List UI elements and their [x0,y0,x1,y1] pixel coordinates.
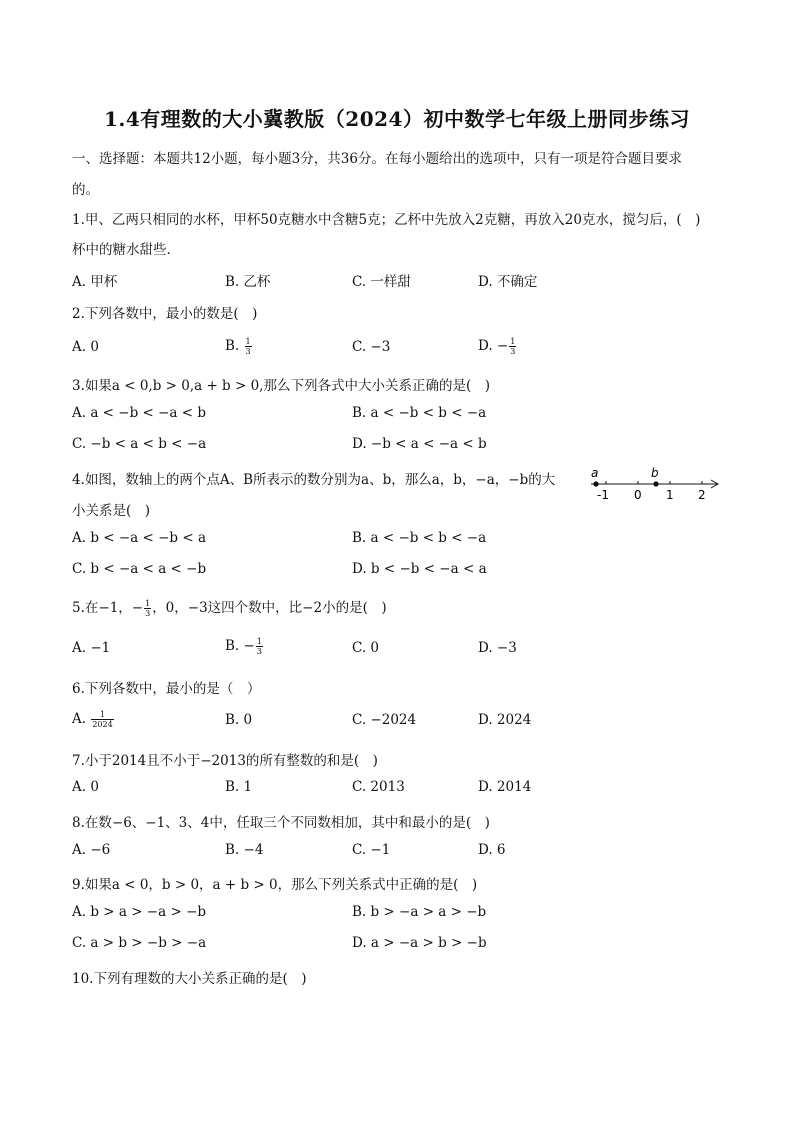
q1-option-c: C. 一样甜 [352,274,411,290]
page-title: 1.4有理数的大小冀教版（2024）初中数学七年级上册同步练习 [104,107,690,131]
q8-option-d: D. 6 [478,842,506,858]
question-8: 8.在数−6、−1、3、4中，任取三个不同数相加，其中和最小的是( ) [72,815,490,831]
section-heading-line1: 一、选择题：本题共12小题，每小题3分，共36分。在每小题给出的选项中，只有一项是符合题目要求 [72,151,682,167]
q6-option-a: A. $\frac{1}{2024}$ [72,710,113,729]
q9-option-d: D. a > −a > b > −b [352,935,487,951]
q4-option-b: B. a < −b < b < −a [352,530,487,546]
tick-label: 0 [634,488,642,502]
section-heading-line2: 的。 [72,182,99,198]
q3-option-d: D. −b < a < −a < b [352,436,487,452]
number-line-figure [585,464,725,506]
question-2: 2.下列各数中，最小的数是( ) [72,306,258,322]
tick-label: -1 [597,488,609,502]
point-b [653,481,658,486]
q8-option-b: B. −4 [225,842,264,858]
fraction: $\frac{1}{3}$ [510,337,516,356]
q3-option-a: A. a < −b < −a < b [72,405,207,421]
question-5: 5.在−1，− $\frac{1}{3}$ ，0，−3这四个数中，比−2小的是( ) [72,599,387,618]
question-3: 3.如果a < 0,b > 0,a + b > 0,那么下列各式中大小关系正确的是( ) [72,378,491,394]
question-4-line2: 小关系是( ) [72,503,151,519]
question-10: 10.下列有理数的大小关系正确的是( ) [72,971,307,987]
q7-option-b: B. 1 [225,779,253,795]
q1-option-a: A. 甲杯 [72,274,118,290]
q5-option-d: D. −3 [478,640,517,656]
fraction: $\frac{1}{3}$ [245,337,251,356]
q5-option-a: A. −1 [72,640,111,656]
question-1-line2: 杯中的糖水甜些． [72,242,180,258]
question-6: 6.下列各数中，最小的是（ ） [72,681,261,697]
q4-option-d: D. b < −b < −a < a [352,561,487,577]
point-b-label: b [651,466,659,480]
q2-option-a: A. 0 [72,339,99,355]
tick-label: 1 [666,488,674,502]
fraction: $\frac{1}{3}$ [145,599,151,618]
q9-option-c: C. a > b > −b > −a [72,935,207,951]
q3-option-b: B. a < −b < b < −a [352,405,487,421]
question-7: 7.小于2014且不小于−2013的所有整数的和是( ) [72,753,378,769]
q2-option-b: B. $\frac{1}{3}$ [225,337,251,356]
q9-option-b: B. b > −a > a > −b [352,904,487,920]
q1-option-d: D. 不确定 [478,274,538,290]
q2-option-d: D. − $\frac{1}{3}$ [478,337,516,356]
tick-label: 2 [698,488,706,502]
q7-option-d: D. 2014 [478,779,532,795]
q3-option-c: C. −b < a < b < −a [72,436,207,452]
q7-option-c: C. 2013 [352,779,405,795]
q8-option-a: A. −6 [72,842,111,858]
fraction: $\frac{1}{3}$ [256,637,262,656]
q1-option-b: B. 乙杯 [225,274,271,290]
q7-option-a: A. 0 [72,779,99,795]
question-4-line1: 4.如图，数轴上的两个点A、B所表示的数分别为a、b，那么a，b，−a，−b的大 [72,472,556,488]
fraction: $\frac{1}{2024}$ [92,710,113,729]
q9-option-a: A. b > a > −a > −b [72,904,207,920]
point-a-label: a [591,466,599,480]
question-1-line1: 1.甲、乙两只相同的水杯，甲杯50克糖水中含糖5克；乙杯中先放入2克糖，再放入20克水，搅匀后，( ) [72,212,701,228]
q6-option-c: C. −2024 [352,712,417,728]
q5-option-b: B. − $\frac{1}{3}$ [225,637,262,656]
q2-option-c: C. −3 [352,339,391,355]
q4-option-c: C. b < −a < a < −b [72,561,207,577]
q6-option-b: B. 0 [225,712,253,728]
q8-option-c: C. −1 [352,842,391,858]
q5-option-c: C. 0 [352,640,380,656]
point-a [593,481,598,486]
q4-option-a: A. b < −a < −b < a [72,530,207,546]
question-9: 9.如果a < 0，b > 0，a + b > 0，那么下列关系式中正确的是( ) [72,877,478,893]
q6-option-d: D. 2024 [478,712,532,728]
